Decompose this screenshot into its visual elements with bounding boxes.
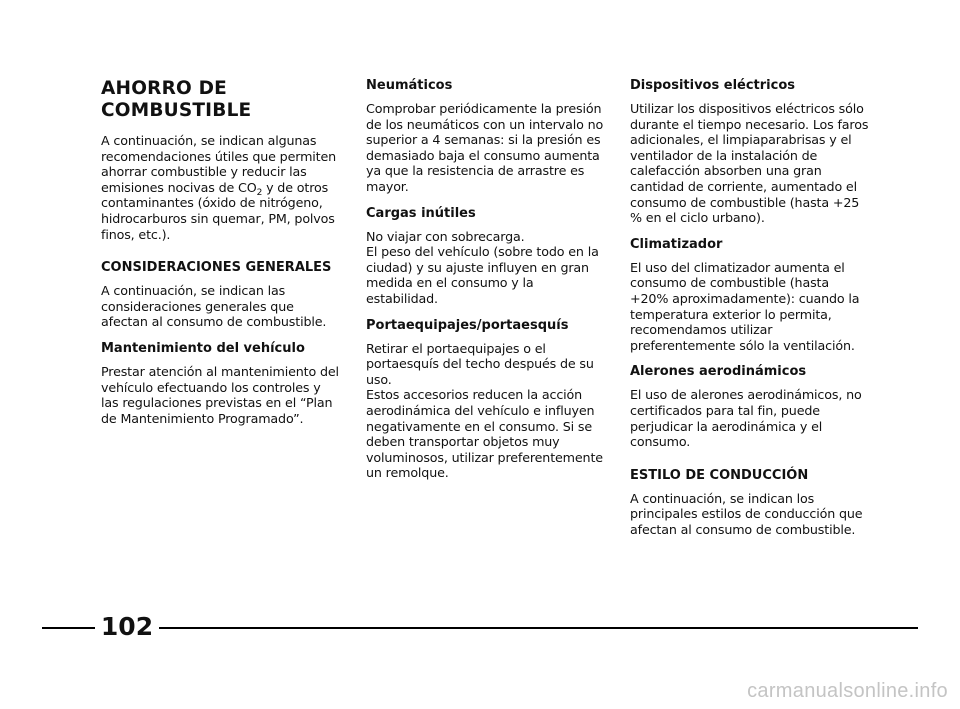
intro-text-a: A continuación, se indican algunas recomendaciones útiles que permiten ahorrar combustible y reducir las emisiones nocivas de CO (101, 133, 337, 195)
page-title: AHORRO DE COMBUSTIBLE (101, 78, 252, 121)
intro-paragraph (101, 133, 341, 242)
column-2 (366, 78, 606, 481)
column-3 (630, 78, 870, 537)
subheading-dispositivos: Dispositivos eléctricos (630, 78, 796, 93)
subheading-mantenimiento: Mantenimiento del vehículo (101, 340, 305, 356)
subheading-alerones: Alerones aerodinámicos (630, 364, 807, 380)
paragraph-mantenimiento: Prestar atención al mantenimiento del vehículo efectuando los controles y las regulaciones previstas en el “Plan de Mantenimiento Programado”. (101, 363, 339, 426)
paragraph-dispositivos: Utilizar los dispositivos eléctricos sólo durante el tiempo necesario. Los faros adicionales, el limpiaparabrisas y el ventilador de la instalación de calefacción absorben una gran cantidad de corriente, aumentado el consumo de combustible (hasta +25 % en el ciclo urbano). (630, 101, 869, 226)
paragraph-neumaticos: Comprobar periódicamente la presión de los neumáticos con un intervalo no superior a 4 semanas: si la presión es demasiado baja el consumo aumenta ya que la resistencia de arrastre es mayor. (366, 101, 604, 194)
paragraph-cargas: No viajar con sobrecarga. El peso del vehículo (sobre todo en la ciudad) y su ajuste influyen en gran medida en el consumo y la estabilidad. (366, 228, 599, 306)
paragraph-portaequipajes: Retirar el portaequipajes o el portaesquís del techo después de su uso. Estos accesorios reducen la acción aerodinámica del vehículo e influyen negativamente en el consumo. Si se deben transportar objetos muy voluminosos, utilizar preferentemente un remolque. (366, 340, 603, 481)
section-title-estilo: ESTILO DE CONDUCCIÓN (630, 467, 809, 483)
co2-subscript: 2 (256, 187, 263, 198)
subheading-portaequipajes: Portaequipajes/portaesquís (366, 317, 569, 333)
intro-text-b: y de otros contaminantes (óxido de nitrógeno, hidrocarburos sin quemar, PM, polvos finos, etc.). (101, 179, 335, 242)
paragraph-climatizador: El uso del climatizador aumenta el consumo de combustible (hasta +20% aproximadamente): cuando la temperatura exterior lo permita, recomendamos utilizar preferentemente sólo la ventilación. (630, 259, 860, 353)
footer-rule-right (159, 627, 918, 629)
footer-rule-left (42, 627, 95, 629)
subheading-climatizador: Climatizador (630, 236, 723, 252)
section-title-consideraciones: CONSIDERACIONES GENERALES (101, 260, 332, 276)
subheading-cargas: Cargas inútiles (366, 205, 476, 221)
section-text-consideraciones: A continuación, se indican las consideraciones generales que afectan al consumo de combustible. (101, 283, 327, 330)
watermark: carmanualsonline.info (747, 680, 948, 702)
page-number: 102 (100, 612, 154, 641)
subheading-neumaticos: Neumáticos (366, 78, 453, 93)
section-text-estilo: A continuación, se indican los principales estilos de conducción que afectan al consumo de combustible. (630, 490, 863, 537)
paragraph-alerones: El uso de alerones aerodinámicos, no certificados para tal fin, puede perjudicar la aerodinámica y el consumo. (630, 387, 862, 450)
column-1 (101, 78, 341, 426)
